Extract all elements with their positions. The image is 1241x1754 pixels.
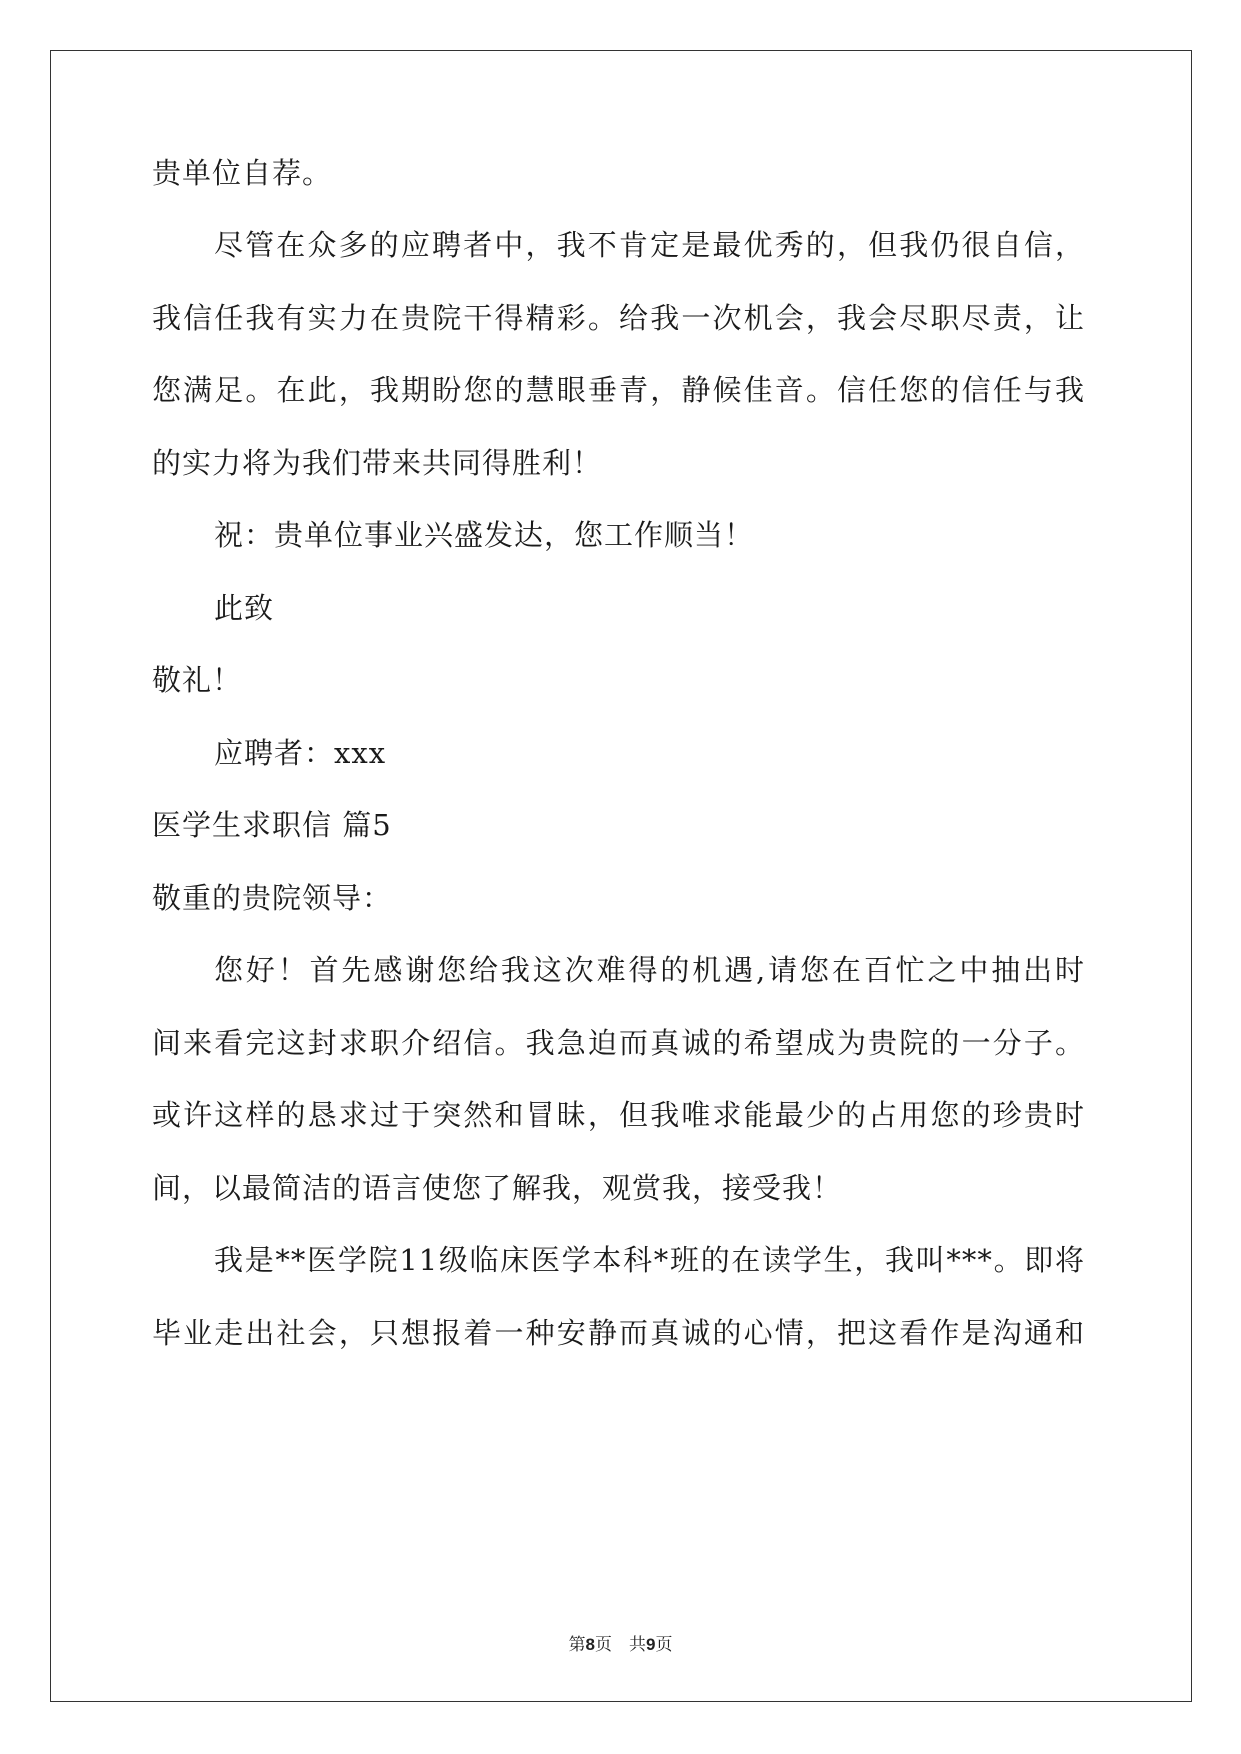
text-line: 的实力将为我们带来共同得胜利！ bbox=[152, 446, 603, 480]
text-line: 或许这样的恳求过于突然和冒昧，但我唯求能最少的占用您的珍贵时 bbox=[152, 1098, 1085, 1132]
text-line: 我是**医学院11级临床医学本科*班的在读学生，我叫***。即将 bbox=[214, 1243, 1085, 1277]
text-line: 贵单位自荐。 bbox=[152, 156, 333, 190]
text-line: 间，以最简洁的语言使您了解我，观赏我，接受我！ bbox=[152, 1171, 843, 1205]
current-page-number: 8 bbox=[585, 1635, 595, 1654]
footer-prefix: 第 bbox=[568, 1635, 586, 1655]
footer-suffix: 页 bbox=[655, 1635, 673, 1655]
text-line: 间来看完这封求职介绍信。我急迫而真诚的希望成为贵院的一分子。 bbox=[152, 1026, 1085, 1060]
text-line: 您好！首先感谢您给我这次难得的机遇,请您在百忙之中抽出时 bbox=[214, 953, 1085, 987]
salutation: 敬重的贵院领导： bbox=[152, 881, 393, 915]
page-border bbox=[50, 50, 1192, 1702]
text-line: 尽管在众多的应聘者中，我不肯定是最优秀的，但我仍很自信， bbox=[214, 228, 1085, 262]
section-heading: 医学生求职信 篇5 bbox=[152, 808, 392, 842]
text-line: 祝：贵单位事业兴盛发达，您工作顺当！ bbox=[214, 518, 755, 552]
text-line: 毕业走出社会，只想报着一种安静而真诚的心情，把这看作是沟通和 bbox=[152, 1316, 1085, 1350]
text-line: 应聘者：xxx bbox=[214, 736, 387, 770]
text-line: 我信任我有实力在贵院干得精彩。给我一次机会，我会尽职尽责，让 bbox=[152, 301, 1085, 335]
page-number-footer bbox=[0, 1634, 1241, 1656]
text-line: 敬礼！ bbox=[152, 663, 243, 697]
text-line: 您满足。在此，我期盼您的慧眼垂青，静候佳音。信任您的信任与我 bbox=[152, 373, 1085, 407]
footer-middle: 页 共 bbox=[595, 1635, 646, 1655]
total-pages-number: 9 bbox=[646, 1635, 656, 1654]
text-line: 此致 bbox=[214, 591, 275, 625]
